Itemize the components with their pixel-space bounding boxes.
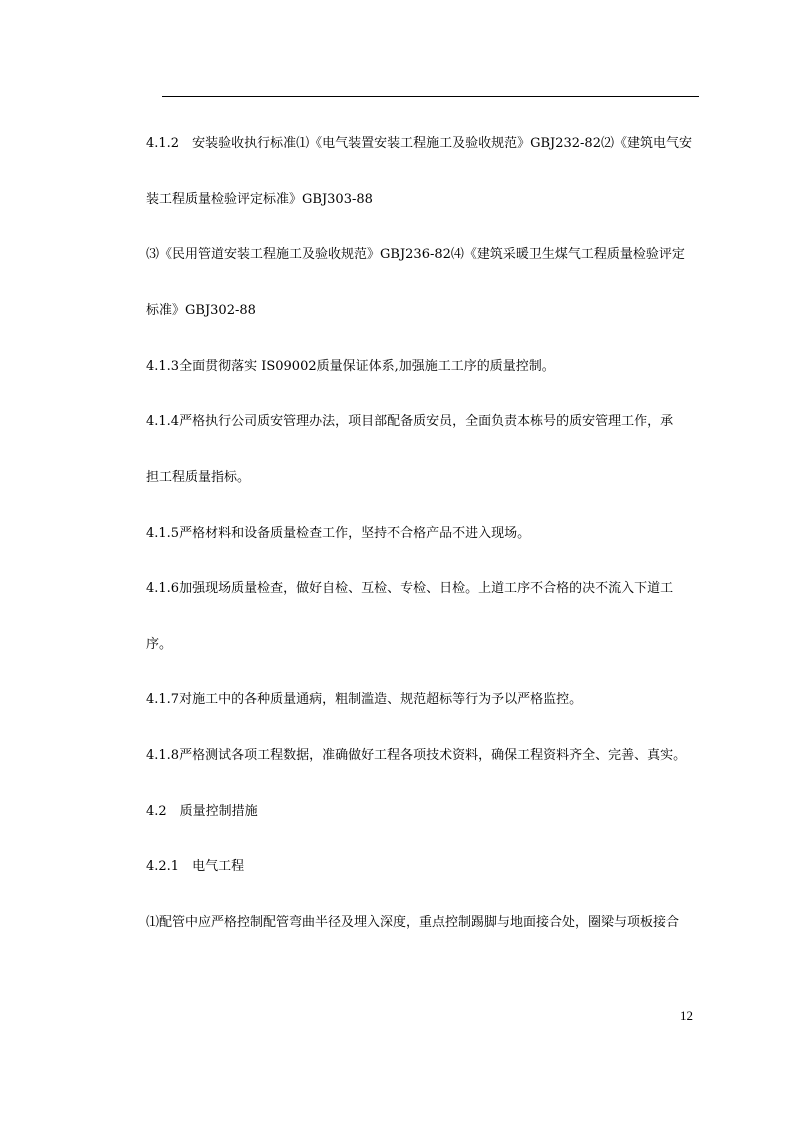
text-line-1: 4.1.2 安装验收执行标准⑴《电气装置安装工程施工及验收规范》GBJ232-82⑵《建筑电气安 xyxy=(146,136,692,151)
text-line-9: 4.1.6加强现场质量检查，做好自检、互检、专检、日检。上道工序不合格的决不流入下道工 xyxy=(146,581,674,596)
text-line-7: 担工程质量指标。 xyxy=(146,470,251,485)
subsection-heading-4-2-1: 4.2.1 电气工程 xyxy=(146,859,245,874)
text-line-12: 4.1.8严格测试各项工程数据，准确做好工程各项技术资料，确保工程资料齐全、完善、真实。 xyxy=(146,748,687,763)
text-line-6: 4.1.4严格执行公司质安管理办法，项目部配备质安员，全面负责本栋号的质安管理工作，承 xyxy=(146,414,674,429)
text-line-11: 4.1.7对施工中的各种质量通病，粗制滥造、规范超标等行为予以严格监控。 xyxy=(146,692,583,707)
page-number: 12 xyxy=(680,1008,693,1023)
text-line-15: ⑴配管中应严格控制配管弯曲半径及埋入深度，重点控制踢脚与地面接合处，圈梁与项板接合 xyxy=(146,915,680,930)
header-rule xyxy=(162,96,699,97)
text-line-4: 标准》GBJ302-88 xyxy=(146,303,256,318)
text-line-10: 序。 xyxy=(146,637,173,652)
text-line-5: 4.1.3全面贯彻落实 IS09002质量保证体系,加强施工工序的质量控制。 xyxy=(146,359,555,374)
section-heading-4-2: 4.2 质量控制措施 xyxy=(146,804,258,819)
text-line-3: ⑶《民用管道安装工程施工及验收规范》GBJ236-82⑷《建筑采暖卫生煤气工程质量检验评定 xyxy=(146,247,685,262)
text-line-2: 装工程质量检验评定标准》GBJ303-88 xyxy=(146,192,373,207)
text-line-8: 4.1.5严格材料和设备质量检查工作，坚持不合格产品不进入现场。 xyxy=(146,526,531,541)
